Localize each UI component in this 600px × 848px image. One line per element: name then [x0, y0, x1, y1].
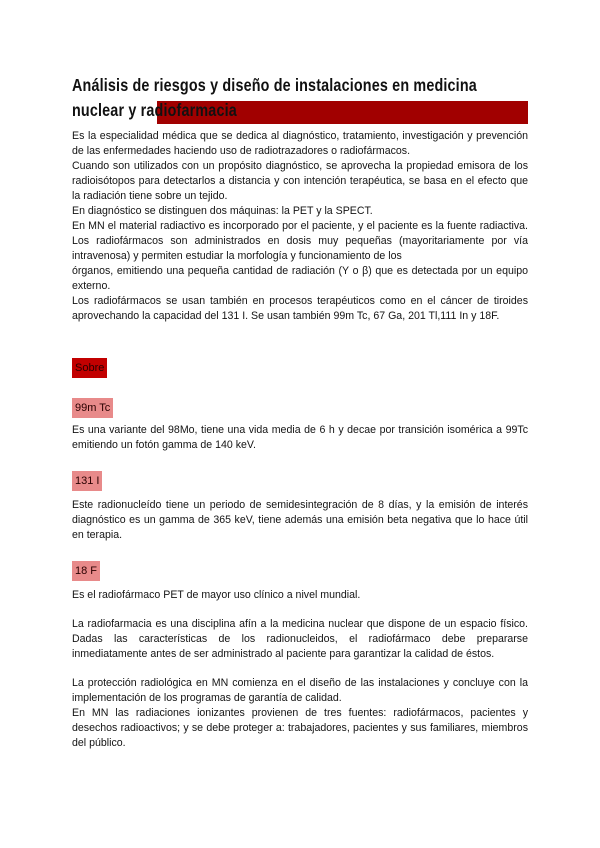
tc-paragraph: Es una variante del 98Mo, tiene una vida media de 6 h y decae por transición isomérica a 99Tc emitiendo un fotón gamma de 140 keV. [72, 424, 528, 451]
proteccion-paragraph: La protección radiológica en MN comienza en el diseño de las instalaciones y concluye con la implementación de los programas de garantía de calidad. [72, 677, 528, 704]
intro-paragraph: Es la especialidad médica que se dedica al diagnóstico, tratamiento, investigación y prevención de las enfermedades haciendo uso de radiotrazadores o radiofármacos. [72, 130, 528, 157]
radiofarmacia-paragraph: La radiofarmacia es una disciplina afín a la medicina nuclear que dispone de un espacio físico. Dadas las características de los radionucleidos, el radiofármaco debe prepararse inmediatamente antes de ser administrado al paciente para garantizar la calidad de éstos. [72, 618, 528, 660]
f-paragraph: Es el radiofármaco PET de mayor uso clínico a nivel mundial. [72, 589, 361, 601]
i-description [72, 498, 528, 543]
intro-paragraph: En MN el material radiactivo es incorporado por el paciente, y el paciente es la fuente radiactiva. Los radiofármacos son administrados en dosis muy pequeñas (mayoritariamente por vía intravenosa) y permiten estudiar la morfología y funcionamiento de los [72, 220, 528, 262]
intro-paragraph: órganos, emitiendo una pequeña cantidad de radiación (Y o β) que es detectada por un equipo externo. [72, 265, 528, 292]
radiofarmacia-section [72, 617, 528, 662]
intro-paragraph: En diagnóstico se distinguen dos máquinas: la PET y la SPECT. [72, 205, 373, 217]
proteccion-paragraph: En MN las radiaciones ionizantes provienen de tres fuentes: radiofármacos, pacientes y desechos radioactivos; y se debe proteger a: trabajadores, pacientes y sus familiares, miembros del público. [72, 707, 528, 749]
section-tag-i: 131 I [72, 471, 102, 491]
document-title: Análisis de riesgos y diseño de instalaciones en medicina nuclear y radiofarmacia [72, 75, 477, 120]
tc-description [72, 423, 528, 453]
section-tag-tc: 99m Tc [72, 398, 113, 418]
intro-section [72, 129, 528, 324]
intro-paragraph: Cuando son utilizados con un propósito diagnóstico, se aprovecha la propiedad emisora de los radioisótopos para detectarlos a distancia y con intención terapéutica, se basa en el efecto que la radiación tiene sobre un tejido. [72, 160, 528, 202]
section-tag-sobre: Sobre [72, 358, 107, 378]
intro-paragraph: Los radiofármacos se usan también en procesos terapéuticos como en el cáncer de tiroides aprovechando la capacidad del 131 I. Se usan también 99m Tc, 67 Ga, 201 Tl,111 In y 18F. [72, 295, 528, 322]
section-tag-f: 18 F [72, 561, 100, 581]
f-description [72, 588, 528, 603]
i-paragraph: Este radionucleído tiene un periodo de semidesintegración de 8 días, y la emisión de interés diagnóstico es un gamma de 365 keV, tiene además una emisión beta negativa que lo hace útil en terapia. [72, 499, 528, 541]
proteccion-section [72, 676, 528, 751]
